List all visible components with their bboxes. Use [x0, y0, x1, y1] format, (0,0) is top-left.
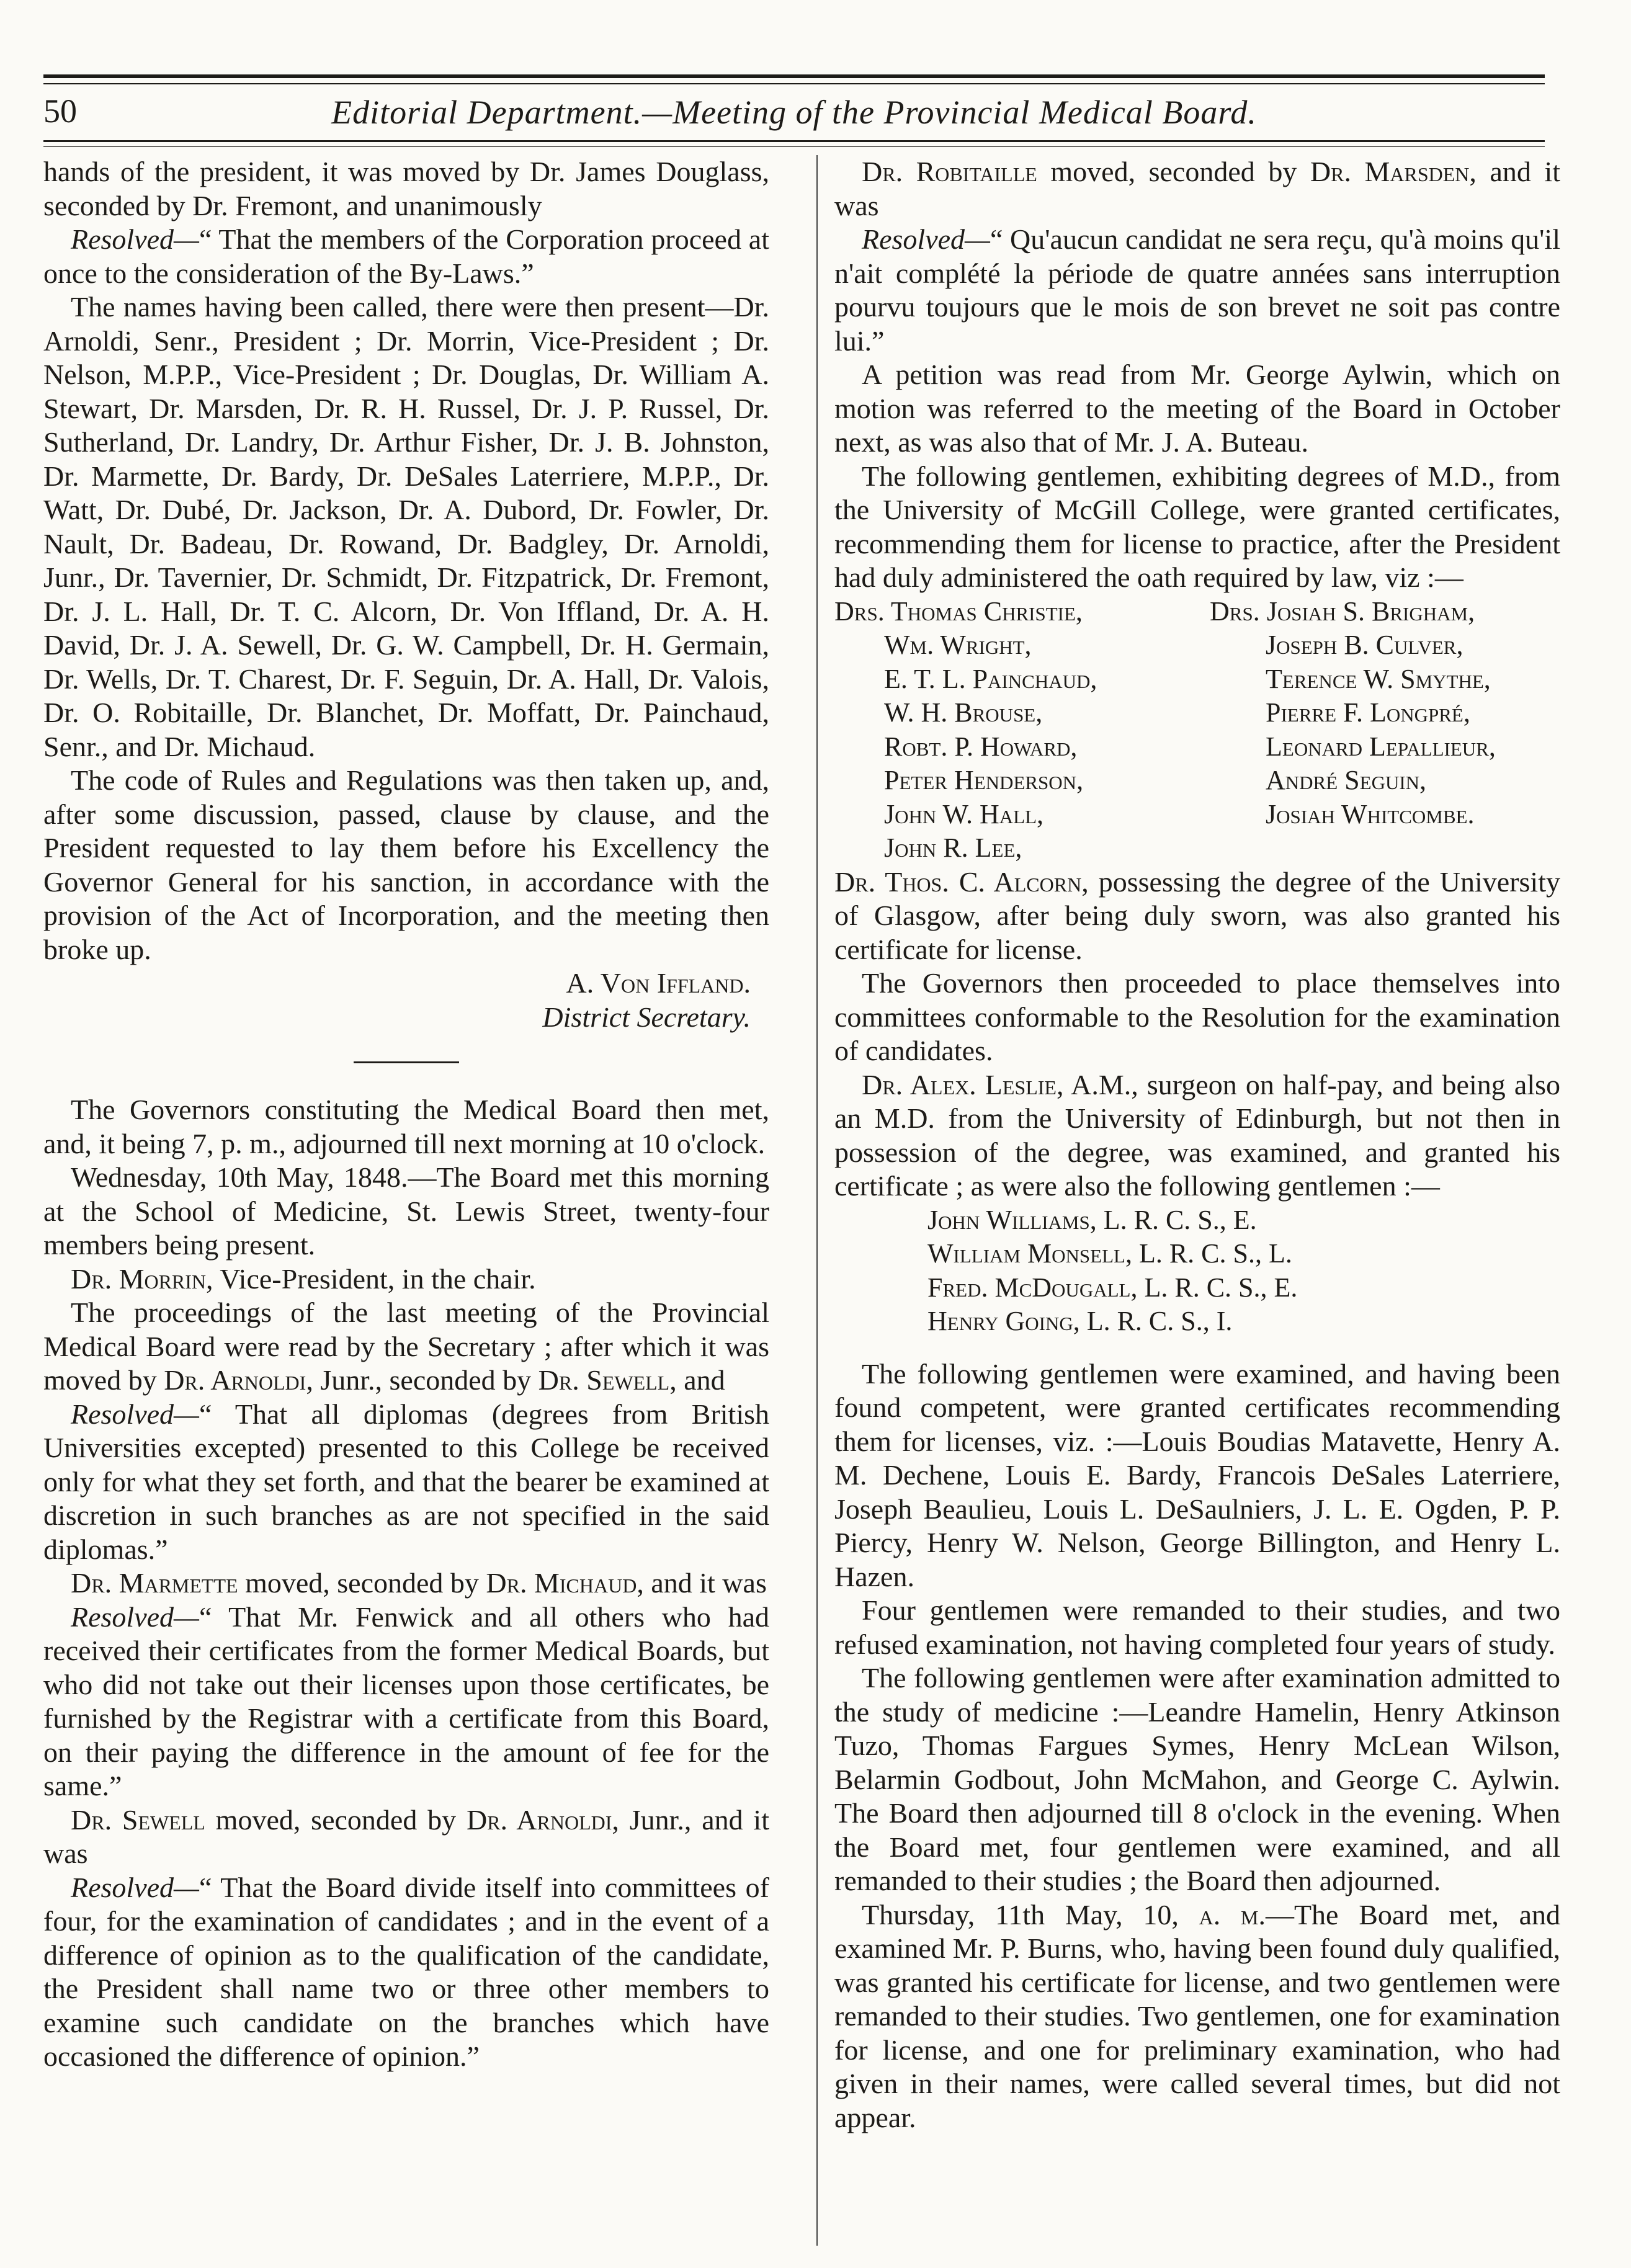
paragraph-text: moved, seconded by [1037, 156, 1310, 187]
paragraph-text: The proceedings of the last meeting of the Provincial Medical Board were read by the Secretary ; after which it was moved by [43, 1297, 769, 1396]
list-item: John Williams, L. R. C. S., E. [927, 1204, 1257, 1235]
top-rule [43, 74, 1545, 78]
paragraph [43, 1262, 769, 1297]
examined-list [834, 1203, 1560, 1339]
list-item: Drs. Josiah S. Brigham, [1210, 596, 1475, 627]
paragraph-text: , and [669, 1364, 725, 1396]
resolution [43, 1871, 769, 2074]
resolution-text: “ That all diplomas (degrees from British Universities excepted) presented to this College be received only for what they set forth, and that the bearer be examined at discretion in such branches as are not specified in the said diplomas.” [43, 1398, 769, 1565]
list-item: Robt. P. Howard, [884, 731, 1078, 762]
list-item: Drs. Thomas Christie, [834, 596, 1083, 627]
list-item: Peter Henderson, [884, 765, 1084, 795]
paragraph: The code of Rules and Regulations was then taken up, and, after some discussion, passed, clause by clause, and the President requested to lay them before his Excellency the Governor General for his sanction, in accordance with the provision of the Act of Incorporation, and the meeting then broke up. [43, 764, 769, 965]
paragraph [834, 155, 1560, 223]
person-name: Dr. Arnoldi [466, 1803, 612, 1836]
paragraph-text: moved, seconded by [205, 1803, 467, 1836]
person-name: Dr. Michaud [486, 1567, 637, 1599]
list-item: André Seguin, [1266, 765, 1427, 795]
person-name: Dr. Sewell [538, 1364, 670, 1396]
list-item: Terence W. Smythe, [1266, 663, 1491, 694]
time-abbrev: a. m. [1199, 1898, 1266, 1931]
paragraph-text: , possessing the degree of the University of Glasgow, after being duly sworn, was also granted his certificate for license. [834, 865, 1560, 965]
signature-name: A. Von Iffland. [566, 967, 751, 999]
header-rule-thin [43, 146, 1545, 147]
person-name: Dr. Alex. Leslie [862, 1068, 1057, 1101]
paragraph-text: , Junr., and it was [43, 1803, 769, 1869]
person-name: Dr. Marmette [71, 1567, 238, 1599]
list-item: Pierre F. Longpré, [1266, 697, 1470, 728]
header-rule [43, 140, 1545, 142]
page-number: 50 [43, 92, 77, 130]
signature [43, 967, 769, 1034]
paragraph: Wednesday, 10th May, 1848.—The Board met this morning at the School of Medicine, St. Lewis Street, twenty-four members being present. [43, 1161, 769, 1261]
list-item: Leonard Lepallieur, [1266, 731, 1496, 762]
right-column [834, 155, 1560, 2246]
paragraph [43, 1296, 769, 1398]
paragraph-attendance: The names having been called, there were then present—Dr. Arnoldi, Senr., President ; Dr. Morrin, Vice-President ; Dr. Nelson, M.P.P., Vice-President ; Dr. Douglas, Dr. William A. Stewart, Dr. Marsden, Dr. R. H. Russel, Dr. J. P. Russel, Dr. Sutherland, Dr. Landry, Dr. Arthur Fisher, Dr. J. B. Johnston, Dr. Marmette, Dr. Bardy, Dr. DeSales Laterriere, M.P.P., Dr. Watt, Dr. Dubé, Dr. Jackson, Dr. A. Dubord, Dr. Fowler, Dr. Nault, Dr. Badeau, Dr. Rowand, Dr. Badgley, Dr. Arnoldi, Junr., Dr. Tavernier, Dr. Schmidt, Dr. Fitzpatrick, Dr. Fremont, Dr. J. L. Hall, Dr. T. C. Alcorn, Dr. Von Iffland, Dr. A. H. David, Dr. J. A. Sewell, Dr. G. W. Campbell, Dr. H. Germain, Dr. Wells, Dr. T. Charest, Dr. F. Seguin, Dr. A. Hall, Dr. Valois, Dr. O. Robitaille, Dr. Blanchet, Dr. Moffatt, Dr. Painchaud, Senr., and Dr. Michaud. [43, 291, 769, 762]
paragraph: hands of the president, it was moved by Dr. James Douglass, seconded by Dr. Fremont, and unanimously [43, 156, 769, 221]
paragraph-text: Thursday, 11th May, 10, [862, 1898, 1199, 1931]
resolution [834, 223, 1560, 358]
person-name: Dr. Marsden [1310, 156, 1470, 187]
list-item: Henry Going, L. R. C. S., I. [927, 1306, 1233, 1336]
spacer [834, 1339, 1560, 1357]
left-column [43, 155, 769, 2246]
list-item: E. T. L. Painchaud, [884, 663, 1097, 694]
resolution [43, 1601, 769, 1803]
paragraph [834, 1898, 1560, 2135]
list-item: Joseph B. Culver, [1266, 630, 1463, 660]
paragraph-text: , Junr., seconded by [306, 1364, 538, 1396]
paragraph-text: —The Board met, and examined Mr. P. Burns, who, having been found duly qualified, was granted his certificate for license, and two gentlemen were remanded to their studies. Two gentlemen, one for examination for license, and one for preliminary examination, who had given in their names, were called several times, but did not appear. [834, 1898, 1560, 2133]
column-divider [816, 155, 818, 2246]
running-header [43, 87, 1545, 136]
paragraph: The Governors constituting the Medical Board then met, and, it being 7, p. m., adjourned till next morning at 10 o'clock. [43, 1094, 769, 1159]
resolved-label: Resolved— [71, 223, 199, 255]
resolution-text: “ That the Board divide itself into committees of four, for the examination of candidates ; and in the event of a difference of opinion as to the qualification of the candidate, the President shall name two or three other members to examine such candidate on the branches which have occasioned the difference of opinion.” [43, 1871, 769, 2072]
running-title: Editorial Department.—Meeting of the Provincial Medical Board. [331, 94, 1257, 131]
resolved-label: Resolved— [71, 1398, 199, 1430]
paragraph [43, 1566, 769, 1601]
paragraph: The following gentlemen were after examination admitted to the study of medicine :—Leandre Hamelin, Henry Atkinson Tuzo, Thomas Fargues Symes, Henry McLean Wilson, Belarmin Godbout, John McMahon, and George C. Aylwin. The Board then adjourned till 8 o'clock in the evening. When the Board met, four gentlemen were examined, and all remanded to their studies ; the Board then adjourned. [834, 1662, 1560, 1896]
paragraph: The Governors then proceeded to place themselves into committees conformable to the Resolution for the examination of candidates. [834, 967, 1560, 1066]
signature-title: District Secretary. [542, 1001, 751, 1033]
resolved-label: Resolved— [71, 1601, 199, 1633]
names-column-right [1210, 595, 1560, 865]
paragraph: The following gentlemen were examined, and having been found competent, were granted certificates recommending them for licenses, viz. :—Louis Boudias Matavette, Henry A. M. Dechene, Louis E. Bardy, Francois DeSales Laterriere, Joseph Beaulieu, Louis L. DeSaulniers, J. L. E. Ogden, P. P. Piercy, Henry W. Nelson, George Billington, and Henry L. Hazen. [834, 1357, 1560, 1592]
list-item: John R. Lee, [884, 833, 1022, 863]
paragraph: The following gentlemen, exhibiting degrees of M.D., from the University of McGill College, were granted certificates, recommending them for license to practice, after the President had duly administered the oath required by law, viz :— [834, 460, 1560, 593]
paragraph [43, 1803, 769, 1871]
resolved-label: Resolved— [862, 223, 990, 255]
person-name: Dr. Robitaille [862, 156, 1037, 187]
resolution [43, 1398, 769, 1567]
paragraph-text: moved, seconded by [238, 1567, 486, 1599]
top-rule-thin [43, 83, 1545, 84]
person-name: Dr. Morrin [71, 1262, 207, 1295]
list-item: Wm. Wright, [884, 630, 1032, 660]
list-item: W. H. Brouse, [884, 697, 1043, 728]
paragraph-text: , and it was [637, 1567, 767, 1599]
section-divider [354, 1061, 459, 1063]
list-item: Josiah Whitcombe. [1266, 798, 1475, 829]
paragraph-text: , and it was [834, 156, 1560, 221]
resolution-text: “ That the members of the Corporation proceed at once to the consideration of the By-Laws.” [43, 223, 769, 289]
list-item: John W. Hall, [884, 798, 1044, 829]
paragraph: Four gentlemen were remanded to their studies, and two refused examination, not having completed four years of study. [834, 1594, 1560, 1660]
list-item: Fred. McDougall, L. R. C. S., E. [927, 1272, 1298, 1303]
person-name: Dr. Sewell [71, 1803, 205, 1836]
paragraph: A petition was read from Mr. George Aylwin, which on motion was referred to the meeting of the Board in October next, as was also that of Mr. J. A. Buteau. [834, 359, 1560, 458]
paragraph-text: , A.M., surgeon on half-pay, and being also an M.D. from the University of Edinburgh, but not then in possession of the degree, was examined, and granted his certificate ; as were also the following gentlemen :— [834, 1068, 1560, 1202]
paragraph [834, 1068, 1560, 1203]
resolution-text: “ Qu'aucun candidat ne sera reçu, qu'à moins qu'il n'ait complété la période de quatre années sans interruption pourvu toujours que le mois de son brevet ne soit pas contre lui.” [834, 223, 1560, 357]
names-column-left [834, 595, 1185, 865]
paragraph-text: , Vice-President, in the chair. [206, 1262, 536, 1295]
resolution-text: “ That Mr. Fenwick and all others who had received their certificates from the former Medical Boards, but who did not take out their licenses upon those certificates, be furnished by the Registrar with a certificate from this Board, on their paying the difference in the amount of fee for the same.” [43, 1601, 769, 1801]
resolved-label: Resolved— [71, 1871, 199, 1903]
licensed-names-list [834, 595, 1560, 865]
paragraph [834, 865, 1560, 967]
person-name: Dr. Arnoldi [164, 1364, 306, 1396]
list-item: William Monsell, L. R. C. S., L. [927, 1238, 1292, 1269]
resolution [43, 223, 769, 290]
person-name: Dr. Thos. C. Alcorn [834, 865, 1082, 898]
